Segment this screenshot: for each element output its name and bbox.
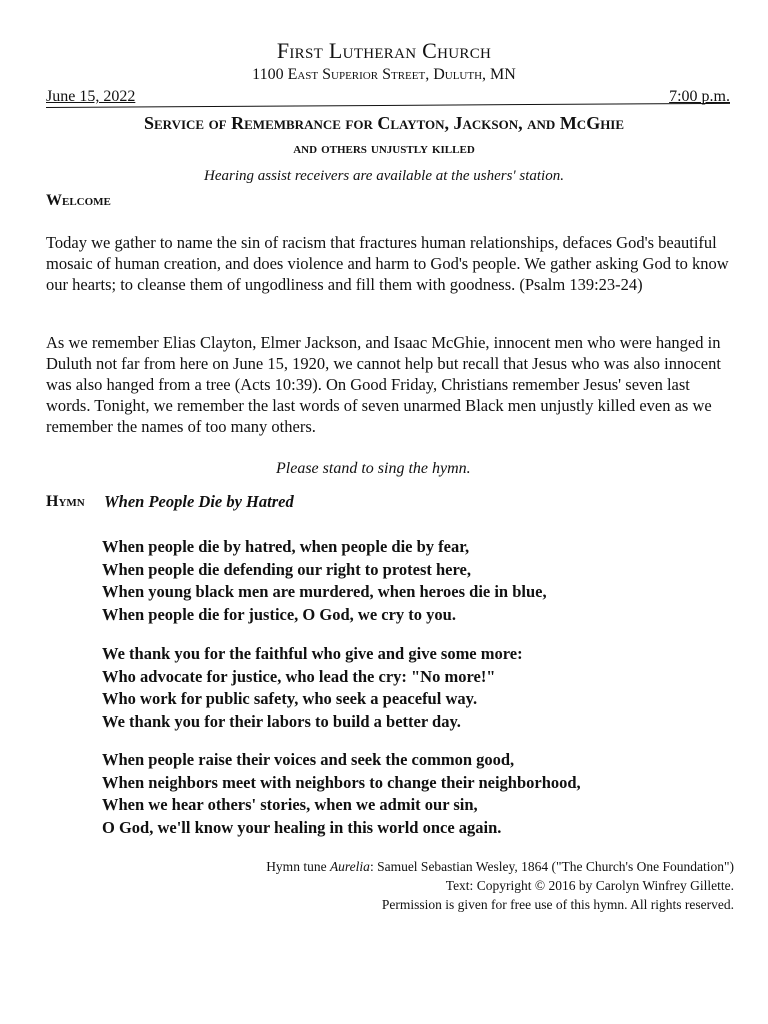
welcome-heading: Welcome xyxy=(46,192,111,209)
tune-prefix: Hymn tune xyxy=(266,859,330,874)
service-date: June 15, 2022 xyxy=(46,88,136,105)
hymn-title: When People Die by Hatred xyxy=(104,492,294,511)
service-title: Service of Remembrance for Clayton, Jackson, and McGhie xyxy=(143,113,625,133)
hymn-line: When we hear others' stories, when we admit our sin, xyxy=(102,795,478,814)
hymn-tune-credit xyxy=(266,857,734,876)
hymn-line: When neighbors meet with neighbors to change their neighborhood, xyxy=(102,772,581,792)
hymn-line: O God, we'll know your healing in this world once again. xyxy=(102,817,502,837)
hearing-assist-note: Hearing assist receivers are available at the ushers' station. xyxy=(204,168,564,184)
hymn-line: When people raise their voices and seek the common good, xyxy=(102,750,515,769)
hymn-line: When young black men are murdered, when heroes die in blue, xyxy=(102,582,547,601)
church-address: 1100 East Superior Street, Duluth, MN xyxy=(252,66,516,83)
hymn-line: We thank you for the faithful who give and give some more: xyxy=(102,644,523,663)
hymn-stanza-1 xyxy=(102,536,547,626)
service-subtitle: and others unjustly killed xyxy=(293,140,475,157)
header-divider xyxy=(46,103,730,108)
welcome-paragraph-1: Today we gather to name the sin of racism that fractures human relationships, defaces God's beautiful mosaic of human creation, and does violence and harm to God's people. We gather asking God to know our hearts; to cleanse them of ungodliness and fill them with goodness. (Psalm 139:23-24) xyxy=(46,233,729,294)
hymn-stanza-3 xyxy=(102,749,581,839)
hymn-line: Who advocate for justice, who lead the cry: "No more!" xyxy=(102,666,496,686)
hymn-line: When people die for justice, O God, we cry to you. xyxy=(102,604,456,624)
text-copyright: Text: Copyright © 2016 by Carolyn Winfrey Gillette. xyxy=(445,878,734,893)
stand-instruction: Please stand to sing the hymn. xyxy=(276,460,471,477)
hymn-credits xyxy=(266,857,734,914)
permission-note: Permission is given for free use of this hymn. All rights reserved. xyxy=(381,897,734,912)
hymn-line: When people die defending our right to protest here, xyxy=(102,559,471,579)
hymn-line: Who work for public safety, who seek a peaceful way. xyxy=(102,689,478,708)
service-time: 7:00 p.m. xyxy=(669,88,730,105)
tune-name: Aurelia xyxy=(329,859,370,874)
hymn-line: We thank you for their labors to build a better day. xyxy=(102,711,461,731)
welcome-paragraph-2: As we remember Elias Clayton, Elmer Jackson, and Isaac McGhie, innocent men who were hanged in Duluth not far from here on June 15, 1920, we cannot help but recall that Jesus who was also innocent was also hanged from a tree (Acts 10:39). On Good Friday, Christians remember Jesus' seven last words. Tonight, we remember the last words of seven unarmed Black men unjustly killed even as we remember the names of too many others. xyxy=(46,333,721,436)
church-name: First Lutheran Church xyxy=(276,38,492,63)
hymn-heading: Hymn xyxy=(46,493,85,510)
hymn-line: When people die by hatred, when people die by fear, xyxy=(102,537,470,556)
tune-rest: : Samuel Sebastian Wesley, 1864 ("The Church's One Foundation") xyxy=(369,859,734,874)
hymn-stanza-2 xyxy=(102,643,523,733)
